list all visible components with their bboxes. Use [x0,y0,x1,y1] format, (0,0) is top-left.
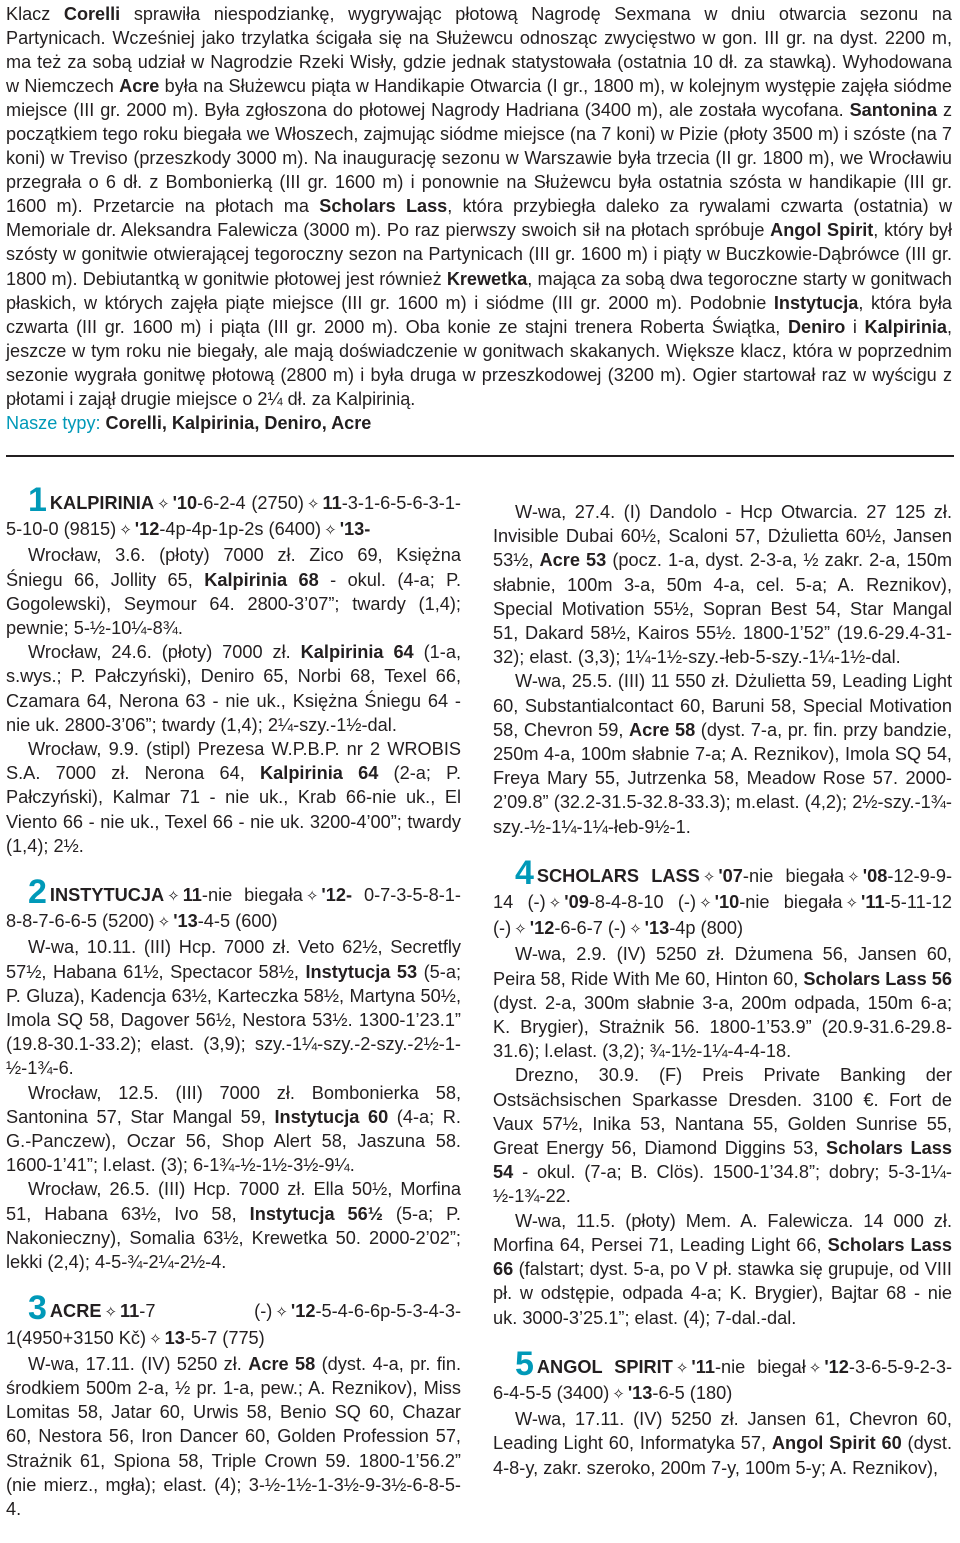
horse-entry [493,500,952,839]
horse-name: Krewetka [446,268,528,289]
horse-name: Corelli [63,4,121,24]
race-text: (falstart; dyst. 5-a, po V pł. stawka się grupuje, od VIII pł. w odstępie, odpada 4-a; K. Brygier), Bajtar 68 - nie uk. 3000-3’25.1”; elast. (4); 7-dal.-dal. [493,1259,952,1328]
horse-name: Instytucja [773,292,859,313]
race-text: Wrocław, 3.6. (płoty) 7000 zł. Zico 69, Księżna Śniegu 66, Jollity 65, [6,545,461,590]
star-outline-icon: ✧ [149,1330,162,1348]
star-outline-icon: ✧ [119,522,132,540]
horse-result-highlight: Instytucja 56½ [249,1203,383,1224]
season-record: -nie biegała [739,892,843,913]
season-year: '12 [824,1356,849,1377]
race-text: Wrocław, 12.5. (III) 7000 zł. Bombonierka 58, Santonina 57, Star Mangal 59, [6,1082,461,1127]
race-text: (pocz. 1-a, dyst. 2-3-a, ½ zakr. 2-a, 150m słabnie, 100m 3-a, 50m 4-a, cel. 5-a; A. Reznikov), Special Motivation 55½, Sopran Best 54, Star Mangal 51, Dakard 58½, Kairos 55½. 1800-1’52” (19.6-29.4-31-32); elast. (3,3); 1¼-1½-szy.-łeb-5-szy.-1¼-1½-dal. [493,550,953,668]
race-text: (1-a, s.wys.; P. Pałczyński), Deniro 65, Norbi 68, Texel 66, Czamara 64, Nerona 63 - nie uk., Księżna Śniegu 64 - nie uk. 2800-3’06”; twardy (1,4); 2¼-szy.-1½-dal. [6,642,461,735]
entry-number: 1 [28,481,47,519]
season-record: 0-7-3-5-8-1-8-8-7-6-6-5 (5200) [6,885,461,932]
season-record: -12-9-9-14 (-) [493,865,952,913]
horse-entry [6,481,462,858]
horse-name: Santonina [849,100,938,121]
season-year: '12 [134,519,160,540]
horse-entry-header [493,1344,953,1407]
star-outline-icon: ✧ [275,1304,288,1322]
season-year: '12- [321,885,353,906]
race-text: (2-a; P. Pałczyński), Kalmar 71 - nie uk., Krab 66-nie uk., El Viento 66 - nie uk., Texel 66 - nie uk. 3200-4’00”; twardy (1,4); 2½. [6,763,462,856]
season-record: -4p (800) [669,918,744,939]
season-record: -8-4-8-10 (-) [588,892,697,913]
horse-result-highlight: Kalpirinia 64 [300,642,414,663]
star-outline-icon: ✧ [808,1359,822,1377]
race-result [493,1209,952,1330]
horse-entry [493,1344,953,1480]
star-outline-icon: ✧ [305,888,319,906]
horse-entry-header [6,481,461,543]
intro-text [6,2,952,435]
season-year: '13 [173,911,198,932]
season-year: '08 [862,865,888,886]
horse-name: SCHOLARS LASS [536,865,700,886]
race-result [6,1177,461,1274]
season-year: 13 [164,1327,185,1348]
season-record: -nie biegała [201,885,303,906]
horse-result-highlight: Scholars Lass 54 [493,1138,952,1183]
season-year: '13 [644,918,670,939]
intro-sentence-2: Wyhodowana w Niemczech Acre była na Służewcu piąta w Handikapie Otwarcia (I gr., 1800 m), w kolejnym występie zajęła siódme miejsce (III gr. 2000 m). Była zgłoszona do płotowej Nagrody Hadriana (3400 m), ale została wycofana. [6,52,952,121]
season-record: -5-4-6-6p-5-3-4-3-1(4950+3150 Kč) [6,1301,461,1348]
race-result [493,1063,952,1208]
race-text: Wrocław, 26.5. (III) Hcp. 7000 zł. Ella 50½, Morfina 51, Habana 63½, Ivo 58, [6,1179,461,1224]
season-year: '11 [691,1356,715,1377]
race-text: W-wa, 11.5. (płoty) Mem. A. Falewicza. 14 000 zł. Morfina 64, Persei 71, Leading Light 66, [493,1210,952,1255]
race-text: Drezno, 30.9. (F) Preis Private Banking der Ostsächsischen Sparkasse Dresden. 3100 €. Fort de Vaux 57½, Inika 53, Nantana 55, Golden Sunrise 55, Great Energy 56, Diamond Diggins 53, [493,1065,952,1159]
horse-name: KALPIRINIA [49,493,154,513]
horse-result-highlight: Kalpirinia 68 [204,569,319,590]
season-year: '13 [627,1382,653,1403]
entry-number: 3 [28,1289,47,1328]
race-text: Wrocław, 24.6. (płoty) 7000 zł. [28,642,301,663]
season-year: '07 [718,865,743,886]
race-text: W-wa, 27.4. (I) Dandolo - Hcp Otwarcia. 27 125 zł. Invisible Dubai 60½, Scaloni 57, Dżulietta 60½, Jansen 53½, [493,502,952,571]
season-year: 11 [120,1301,140,1322]
season-record: -nie biegała [742,865,845,886]
entries-column-right [493,500,952,1502]
season-year: '09 [564,892,589,913]
season-record: -7 (-) [139,1301,273,1322]
race-result [493,500,952,669]
star-outline-icon: ✧ [699,895,712,913]
horse-name: Acre [119,76,160,97]
star-outline-icon: ✧ [514,921,527,939]
season-record: -nie biegał [714,1356,806,1377]
tips-label: Nasze typy: [6,412,101,433]
horse-entry [6,873,462,1274]
race-text: Wrocław, 9.9. (stipl) Prezesa W.P.B.P. nr 2 WROBIS S.A. 7000 zł. Nerona 64, [6,739,461,784]
star-outline-icon: ✧ [167,888,180,906]
horse-name: Kalpirinia [864,316,947,337]
star-outline-icon: ✧ [845,895,859,913]
horse-result-highlight: Acre 53 [539,550,607,571]
race-text: (4-a; R. G.-Panczew), Oczar 56, Shop Alert 58, Jaszuna 58. 1600-1’41”; l.elast. (3); 6-1¾-½-1½-3½-9¼. [6,1106,461,1176]
season-year: '12 [529,918,555,939]
star-outline-icon: ✧ [306,496,320,513]
entry-number: 5 [515,1344,534,1383]
horse-result-highlight: Acre 58 [248,1353,316,1374]
season-record: -5-7 (775) [184,1327,265,1348]
horse-name: ANGOL SPIRIT [536,1356,673,1377]
entries-column-left [6,481,462,1543]
race-result [6,1081,461,1178]
horse-result-highlight: Scholars Lass 56 [803,968,952,989]
horse-name: Deniro [787,316,846,337]
star-outline-icon: ✧ [104,1304,118,1322]
horse-result-highlight: Instytucja 53 [305,961,418,982]
star-outline-icon: ✧ [612,1385,625,1403]
horse-result-highlight: Acre 58 [628,719,696,740]
entry-number: 4 [515,853,534,892]
tips-value: Corelli, Kalpirinia, Deniro, Acre [100,412,372,433]
season-year: '12 [290,1301,316,1322]
race-text: (dyst. 4-a, pr. fin. środkiem 500m 2-a, ½ pr. 1-a, pew.; A. Reznikov), Miss Lomitas 58, Jatar 60, Urwis 58, Benio SQ 60, Chazar 60, Nestora 56, Iron Dancer 60, Golden Profession 57, Strażnik 61, Spiona 58, Triple Crown 59. 1800-1’56.2” (nie mierz., mgła); elast. (4); 3-½-1½-1-3½-9-3½-6-8-5-4. [6,1353,462,1519]
race-text: W-wa, 25.5. (III) 11 550 zł. Dżulietta 59, Leading Light 60, Substantialcontact 60, Baruni 58, Special Motivation 58, Chevron 59, [493,671,952,740]
horse-entry-header [6,873,461,935]
race-result [6,1352,461,1521]
race-result [493,942,952,1063]
season-year: '11 [861,892,885,913]
season-record: -3-6-5-9-2-3-6-4-5-5 (3400) [493,1356,953,1403]
horse-name: Scholars Lass [319,196,448,217]
season-year: '10 [714,892,740,913]
race-text: (5-a; P. Nakonieczny), Somalia 63½, Krewetka 50. 2000-2’02”; lekki (2,4); 4-5-¾-2¼-2½-4. [6,1203,461,1273]
race-result [6,935,461,1080]
star-outline-icon: ✧ [324,522,337,540]
star-outline-icon: ✧ [629,921,642,939]
season-year: '13- [339,519,371,540]
horse-result-highlight: Scholars Lass 66 [493,1234,952,1280]
race-text: W-wa, 17.11. (IV) 5250 zł. [28,1353,249,1374]
season-record: -4-5 (600) [197,911,278,932]
intro-sentence-3: Santonina z początkiem tego roku biegała we Włoszech, zajmując siódme miejsce (na 7 koni) w Pizie (płoty 3500 m) i szóste (na 7 koni) w Treviso (przeszkody 3000 m). Na inaugurację sezonu w Warszawie była trzecia (II gr. 1800 m), we Wrocławiu przegrała o 6 dł. z Bombonierką (III gr. 1600 m) i ponownie na Służewcu była ostatnia szósta w handikapie (III gr. 1600 m). Przetarcie na płotach ma Scholars Lass, która przybiegła daleko za rywalami czwarta (ostatnia) w Memoriale dr. Aleksandra Falewicza (3000 m). Po raz pierwszy swoich sił na płotach spróbuje Angol Spirit, który był szósty w gonitwie otwierającej tegoroczny sezon na Partynicach (III gr. 1600 m) i piąty w Buczkowie-Dąbrówce (III gr. 1800 m). Debiutantką w gonitwie płotowej jest również Krewetka, mająca za sobą dwa tegoroczne starty w gonitwach płaskich, w których zajęła piąte miejsce (III gr. 1600 m) i siódme (III gr. 2000 m). Podobnie Instytucja, która była czwarta (III gr. 1600 m) i piąta (III gr. 2000 m). Oba konie ze stajni trenera Roberta Świątka, Deniro i Kalpirinia, jeszcze w tym roku nie biegały, ale mają doświadczenie w gonitwach skakanych. Większe klacz, która w poprzednim sezonie wygrała gonitwę płotową (2800 m) i była druga w przeszkodowej (3200 m). Ogier startował raz w wyścigu z płotami i zajął drugie miejsce o 2¼ dł. za Kalpirinią. [6,100,953,409]
horse-entry [6,1289,462,1521]
race-text: - okul. (4-a; P. Gogolewski), Seymour 64. 2800-3’07”; twardy (1,4); pewnie; 5-½-10¼-8¾. [6,569,461,639]
season-record: -5-11-12 (-) [493,892,953,939]
horse-name: INSTYTUCJA [49,885,165,906]
race-text: W-wa, 17.11. (IV) 5250 zł. Jansen 61, Chevron 60, Leading Light 60, Informatyka 57, [493,1409,952,1454]
race-text: (dyst. 4-8-y, zakr. szeroko, 200m 7-y, 100m 5-y; A. Reznikov), [493,1433,953,1478]
season-year: '10 [172,493,198,513]
horse-name: ACRE [49,1301,102,1322]
season-record: -6-2-4 (2750) [197,493,304,513]
season-year: 11 [322,493,342,513]
horse-entry-header [493,853,953,943]
season-year: 11 [182,885,202,906]
race-text: W-wa, 10.11. (III) Hcp. 7000 zł. Veto 62½, Secretfly 57½, Habana 61½, Spectacor 58½, [6,937,461,982]
horse-result-highlight: Instytucja 60 [274,1106,389,1127]
race-result [6,543,461,640]
race-text: - okul. (7-a; B. Clös). 1500-1’34.8”; dobry; 5-3-1¼-½-1¾-22. [493,1162,952,1207]
race-result [6,737,461,858]
star-outline-icon: ✧ [548,895,562,913]
race-text: W-wa, 2.9. (IV) 5250 zł. Dżumena 56, Jansen 60, Peira 58, Ride With Me 60, Hinton 60, [493,944,952,989]
intro-sentence-1: Klacz Corelli sprawiła niespodziankę, wygrywając płotową Nagrodę Sexmana w dniu otwarcia sezonu na Partynicach. Wcześniej jako trzylatka ścigała się na Służewcu odnosząc zwycięstwo w gon. III gr. na dyst. 2200 m, ma też za sobą udział w Nagrodzie Rzeki Wisły, gdzie jednak statystowała (ostatnia 10 dł. za stawką). [6,4,952,73]
horse-result-highlight: Kalpirinia 64 [260,763,379,784]
horse-result-highlight: Angol Spirit 60 [771,1433,902,1454]
race-text: (5-a; P. Gluza), Kadencja 63½, Karteczka 58½, Martyna 50½, Imola SQ 58, Dagover 56½, Nestora 53½. 1300-1’23.1” (19.8-30.1-33.2); elast. (3,9); szy.-1¼-szy.-2-szy.-2½-1-½-1¾-6. [6,961,462,1079]
star-outline-icon: ✧ [702,868,716,886]
star-outline-icon: ✧ [157,496,170,513]
horse-entry-header [6,1289,461,1351]
race-result [6,640,461,737]
race-result [493,669,952,838]
season-record: -3-1-6-5-6-3-1-5-10-0 (9815) [6,493,461,540]
race-text: (dyst. 7-a, pr. fin. przy bandzie, 250m 4-a, 100m słabnie 7-a; A. Reznikov), Imola SQ 54, Freya Mary 55, Jutrzenka 58, Meadow Rose 57. 2000-2’09.8” (32.2-31.5-32.8-33.3); m.elast. (4,2); 2½-szy.-1¾-szy.-½-1¼-1¼-łeb-9½-1. [493,719,952,837]
section-divider [6,455,954,457]
star-outline-icon: ✧ [847,868,860,886]
star-outline-icon: ✧ [675,1359,689,1377]
season-record: -6-6-7 (-) [554,918,627,939]
star-outline-icon: ✧ [157,914,171,932]
horse-name: Angol Spirit [770,220,874,241]
season-record: -6-5 (180) [652,1382,733,1403]
horse-entry [493,853,953,1330]
race-text: (dyst. 2-a, 300m słabnie 3-a, 200m odpada, 150m 6-a; K. Brygier), Strażnik 56. 1800-1’53.9” (20.9-31.6-29.8-31.6); l.elast. (3,2); ¾-1½-1¼-4-4-18. [493,992,952,1062]
race-result [493,1407,952,1480]
season-record: -4p-4p-1p-2s (6400) [159,519,322,540]
entry-number: 2 [28,873,47,912]
